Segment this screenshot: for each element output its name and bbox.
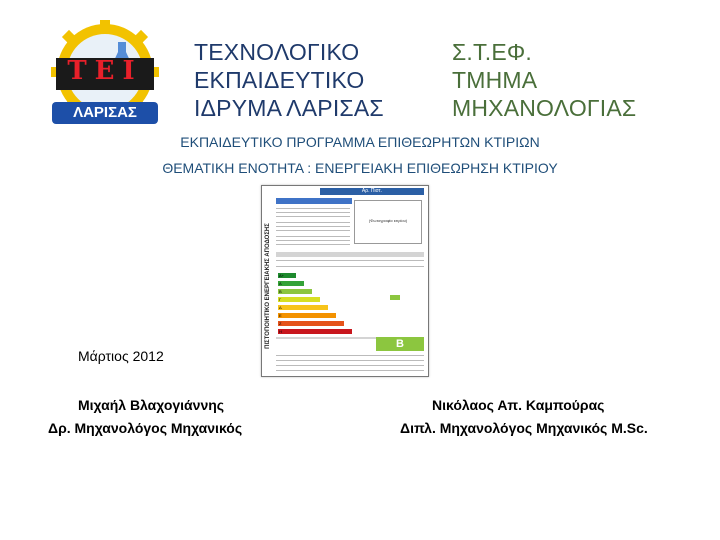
author-1-title: Δρ. Μηχανολόγος Μηχανικός bbox=[48, 420, 243, 436]
author-1-name: Μιχαήλ Βλαχογιάννης bbox=[78, 397, 225, 413]
department-title bbox=[452, 38, 636, 122]
rating-bar-c: Γ bbox=[278, 297, 320, 302]
rating-bar-e: Ε bbox=[278, 313, 336, 318]
institution-title-line-1: ΤΕΧΝΟΛΟΓΙΚΟ bbox=[194, 39, 360, 65]
department-title-line-2: ΤΜΗΜΑ bbox=[452, 67, 538, 93]
program-subtitle: ΕΚΠΑΙΔΕΥΤΙΚΟ ΠΡΟΓΡΑΜΜΑ ΕΠΙΘΕΩΡΗΤΩΝ ΚΤΙΡΙΩΝ bbox=[180, 134, 540, 150]
author-2-name: Νικόλαος Απ. Καμπούρας bbox=[432, 397, 605, 413]
logo-top-text: ΤΕΙ bbox=[67, 56, 143, 86]
department-title-line-3: ΜΗΧΑΝΟΛΟΓΙΑΣ bbox=[452, 95, 637, 121]
institution-title-line-3: ΙΔΡΥΜΑ ΛΑΡΙΣΑΣ bbox=[194, 95, 384, 121]
energy-certificate-image bbox=[261, 185, 429, 377]
certificate-header: Αρ. Πιστ. bbox=[320, 188, 424, 195]
presentation-date: Μάρτιος 2012 bbox=[78, 348, 164, 364]
rating-badge: B bbox=[376, 337, 424, 351]
certificate-photo-label: (Φωτογραφία κτιρίου) bbox=[368, 218, 408, 223]
rating-bar-a: Α bbox=[278, 281, 304, 286]
tei-larisas-logo bbox=[48, 20, 162, 128]
rating-bar-a-plus: Α+ bbox=[278, 273, 296, 278]
certificate-side-label: ΠΙΣΤΟΠΟΙΗΤΙΚΟ ΕΝΕΡΓΕΙΑΚΗΣ ΑΠΟΔΟΣΗΣ bbox=[265, 223, 271, 349]
logo-bottom-text: ΛΑΡΙΣΑΣ bbox=[73, 104, 137, 121]
department-title-line-1: Σ.Τ.ΕΦ. bbox=[452, 39, 533, 65]
institution-title-line-2: ΕΚΠΑΙΔΕΥΤΙΚΟ bbox=[194, 67, 365, 93]
rating-bar-d: Δ bbox=[278, 305, 328, 310]
module-subtitle: ΘΕΜΑΤΙΚΗ ΕΝΟΤΗΤΑ : ΕΝΕΡΓΕΙΑΚΗ ΕΠΙΘΕΩΡΗΣΗ ΚΤΙΡΙΟΥ bbox=[162, 160, 558, 176]
author-2-title: Διπλ. Μηχανολόγος Μηχανικός M.Sc. bbox=[400, 420, 648, 436]
institution-title bbox=[194, 38, 384, 122]
rating-bar-h: Η bbox=[278, 329, 352, 334]
rating-bar-b: Β bbox=[278, 289, 312, 294]
rating-bar-z: Ζ bbox=[278, 321, 344, 326]
